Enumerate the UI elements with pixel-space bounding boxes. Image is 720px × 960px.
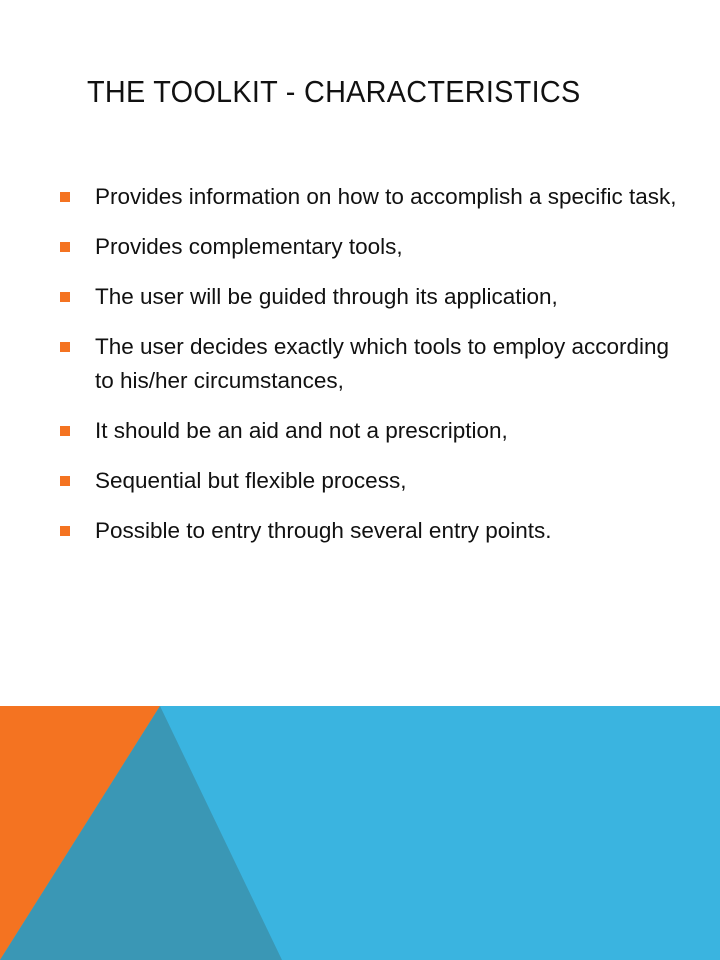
square-bullet-icon xyxy=(60,192,70,202)
list-item xyxy=(58,230,678,264)
square-bullet-icon xyxy=(60,476,70,486)
bullet-text: Provides complementary tools, xyxy=(95,234,403,259)
square-bullet-icon xyxy=(60,526,70,536)
bullet-text: Possible to entry through several entry points. xyxy=(95,518,552,543)
bullet-text: Sequential but flexible process, xyxy=(95,468,407,493)
square-bullet-icon xyxy=(60,242,70,252)
slide-title: THE TOOLKIT - CHARACTERISTICS xyxy=(87,74,581,109)
bullet-text: Provides information on how to accomplish a specific task, xyxy=(95,184,677,209)
square-bullet-icon xyxy=(60,426,70,436)
list-item xyxy=(58,514,678,548)
list-item xyxy=(58,180,678,214)
bullet-text: The user decides exactly which tools to employ according to his/her circumstances, xyxy=(95,334,670,393)
list-item xyxy=(58,330,678,398)
square-bullet-icon xyxy=(60,292,70,302)
bullet-list xyxy=(58,180,678,564)
list-item xyxy=(58,414,678,448)
list-item xyxy=(58,280,678,314)
list-item xyxy=(58,464,678,498)
decorative-footer-shapes xyxy=(0,706,720,960)
bullet-text: The user will be guided through its application, xyxy=(95,284,558,309)
bullet-text: It should be an aid and not a prescription, xyxy=(95,418,508,443)
square-bullet-icon xyxy=(60,342,70,352)
